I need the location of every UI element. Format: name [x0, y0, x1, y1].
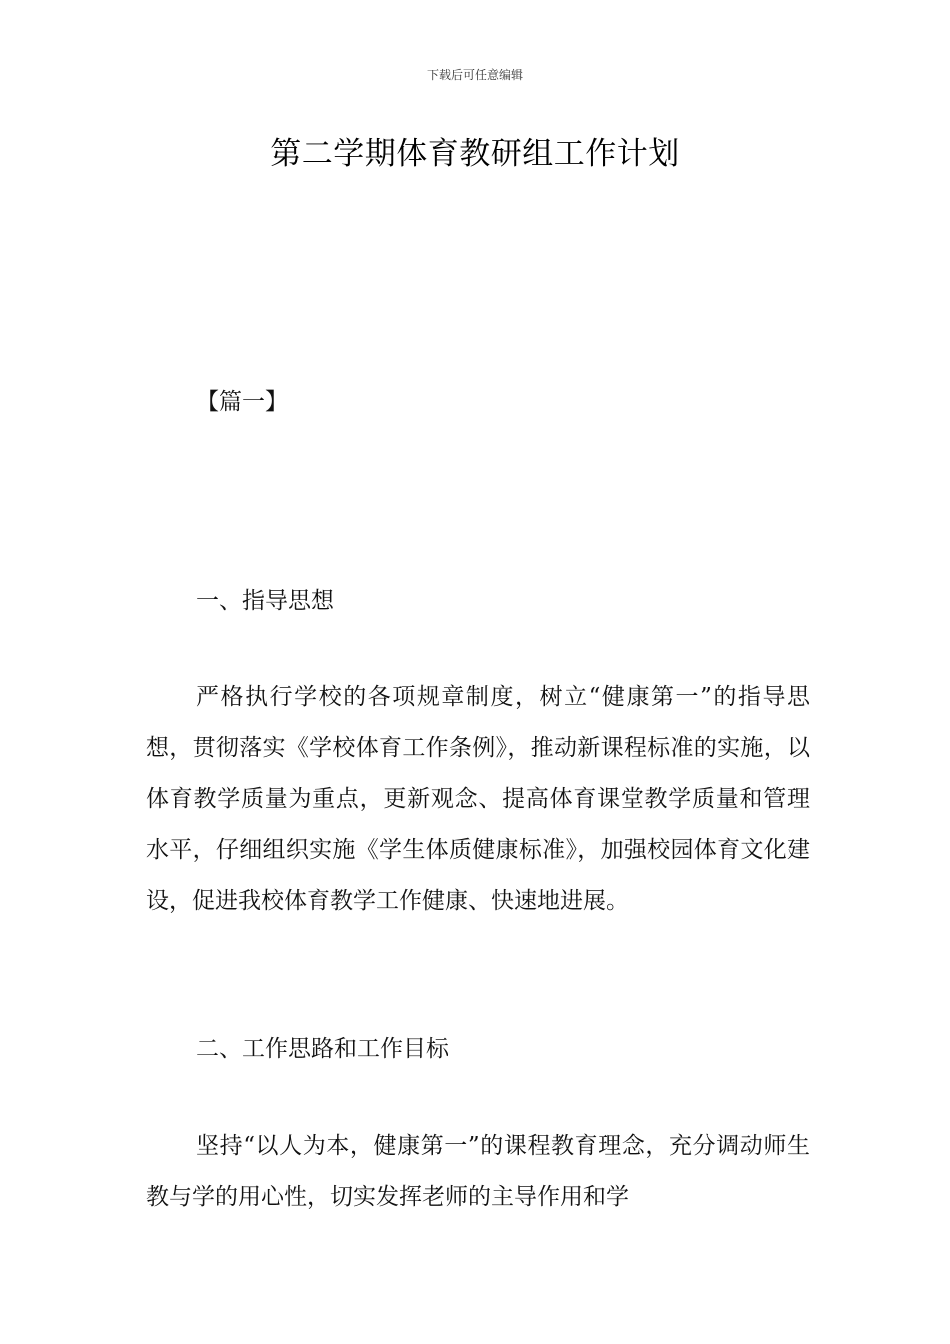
- section-paragraph-1: 严格执行学校的各项规章制度，树立“健康第一”的指导思想，贯彻落实《学校体育工作条例》，推动新课程标准的实施，以体育教学质量为重点，更新观念、提高体育课堂教学质量和管理水平，仔细组织实施《学生体质健康标准》，加强校园体育文化建设，促进我校体育教学工作健康、快速地进展。: [146, 684, 810, 914]
- section-paragraph-2: 坚持“以人为本，健康第一”的课程教育理念，充分调动师生教与学的用心性，切实发挥老师的主导作用和学: [146, 1133, 810, 1210]
- section-heading-1: 一、指导思想: [196, 588, 334, 614]
- document-title: 第二学期体育教研组工作计划: [270, 136, 680, 172]
- section-heading-2: 二、工作思路和工作目标: [196, 1036, 449, 1062]
- section-label: 【篇一】: [196, 389, 288, 415]
- header-note: 下载后可任意编辑: [426, 68, 523, 82]
